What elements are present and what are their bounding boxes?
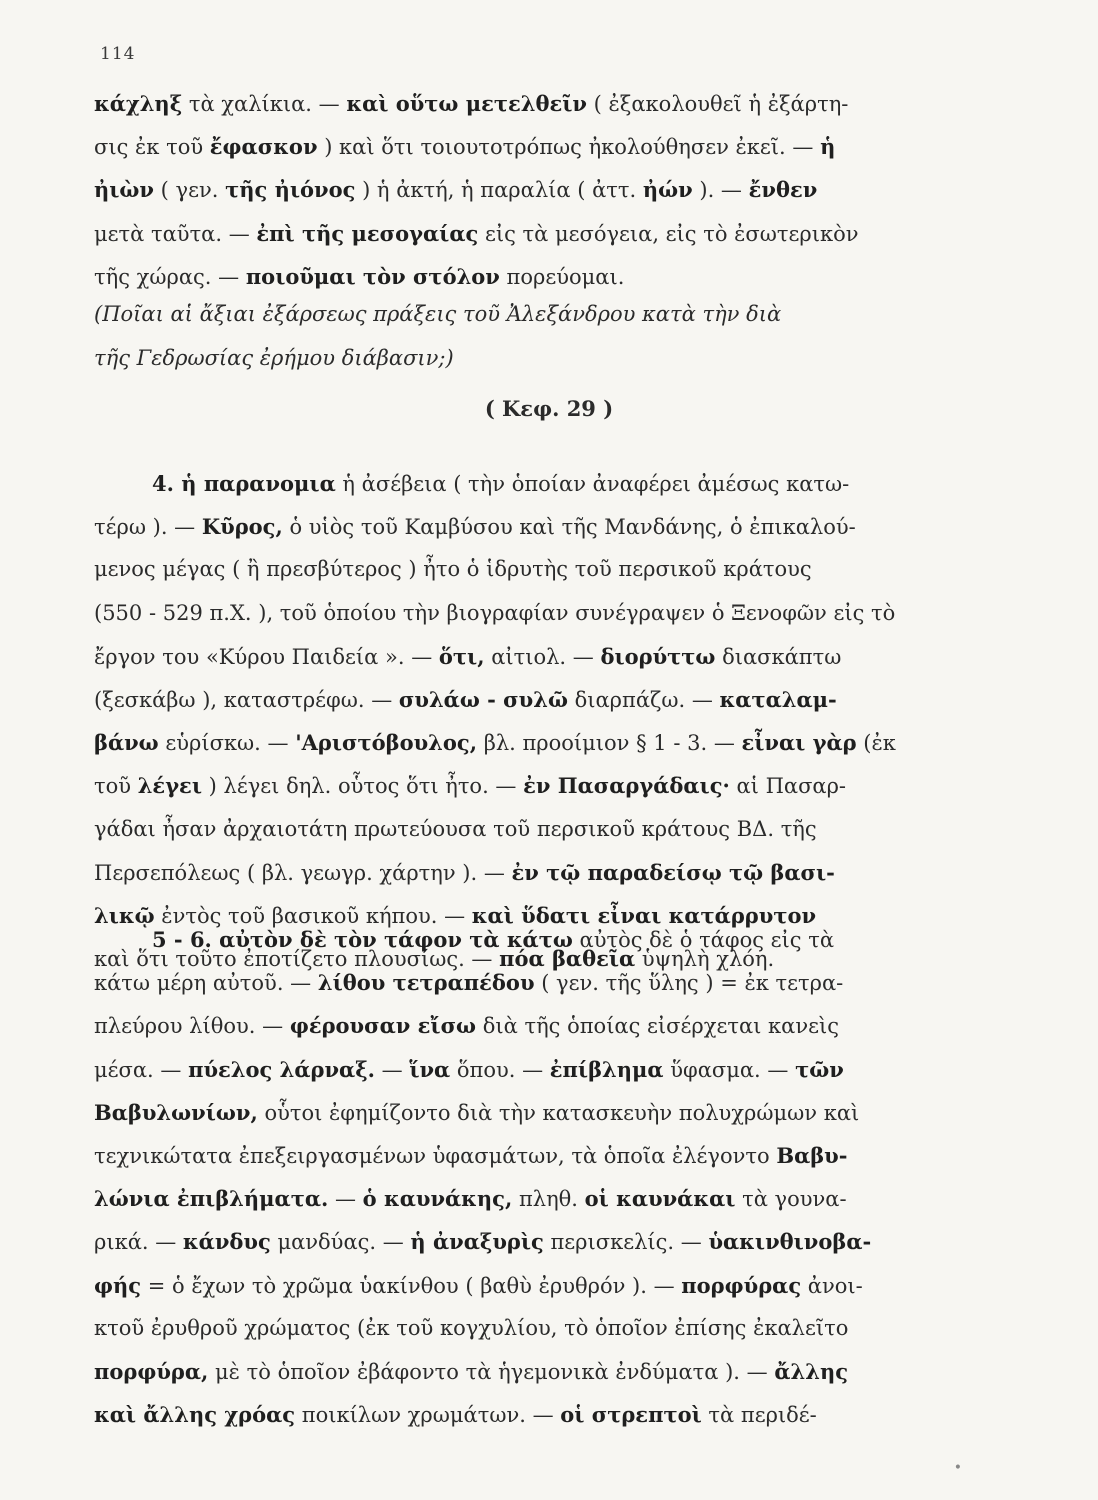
bold-term: πορφύρα, <box>94 1358 209 1384</box>
text-run: γάδαι ἦσαν ἀρχαιοτάτη πρωτεύουσα τοῦ περσικοῦ κράτους ΒΔ. τῆς <box>94 816 817 841</box>
text-run: μενος μέγας ( ἢ πρεσβύτερος ) ἦτο ὁ ἱδρυτὴς τοῦ περσικοῦ κράτους <box>94 557 812 582</box>
text-run: (550 - 529 π.Χ. ), τοῦ ὁποίου τὴν βιογραφίαν συνέγραψεν ὁ Ξενοφῶν εἰς τὸ <box>94 600 896 625</box>
text-run: διασκάπτω <box>715 644 842 669</box>
bold-term: 5 - 6. αὐτὸν δὲ τὸν τάφον τὰ κάτω <box>152 927 573 952</box>
bold-term: πόα βαθεῖα <box>499 946 636 972</box>
text-line <box>94 721 954 764</box>
text-run: — <box>374 1057 410 1082</box>
text-line <box>94 212 954 255</box>
bold-term: κάνδυς <box>182 1229 271 1255</box>
text-run: εὑρίσκω. — <box>158 731 296 756</box>
text-line <box>94 505 954 548</box>
text-run: τέρω ). — <box>94 515 202 540</box>
bold-term: ὁ καυνάκης, <box>362 1186 513 1212</box>
bold-term: ἐν τῷ παραδείσῳ τῷ βασι- <box>511 859 835 885</box>
chapter-heading: ( Κεφ. 29 ) <box>484 396 614 421</box>
text-run: ) ἡ ἀκτή, ἡ παραλία ( ἀττ. <box>355 178 643 203</box>
text-line <box>94 1393 954 1436</box>
bold-term: καὶ οὕτω μετελθεῖν <box>346 91 587 116</box>
text-line <box>94 1134 954 1177</box>
bold-term: φέρουσαν εἴσω <box>289 1013 477 1039</box>
text-run: εἰς τὰ μεσόγεια, εἰς τὸ ἐσωτερικὸν <box>478 221 859 246</box>
bold-term: λικῷ <box>94 902 155 928</box>
text-line <box>94 764 954 807</box>
bold-term: φής <box>94 1272 142 1298</box>
text-run: ἀνοι- <box>801 1273 863 1298</box>
bold-term: ὑακινθινοβα- <box>708 1229 872 1255</box>
bold-term: ἵνα <box>409 1056 451 1082</box>
text-run: ( γεν. <box>154 178 226 203</box>
text-line <box>94 1264 954 1307</box>
study-question <box>94 292 954 380</box>
text-run: τῆς χώρας. — <box>94 264 246 289</box>
text-line <box>94 961 954 1004</box>
text-run: σις ἐκ τοῦ <box>94 135 210 160</box>
text-run: Περσεπόλεως ( βλ. γεωγρ. χάρτην ). — <box>94 860 512 885</box>
bold-term: βάνω <box>94 730 159 756</box>
text-run: ὑψηλὴ χλόη. <box>635 947 775 972</box>
question-line: τῆς Γεδρωσίας ἐρήμου διάβασιν;) <box>94 346 454 370</box>
text-run: τὰ γουνα- <box>735 1187 847 1212</box>
text-run: — <box>328 1187 363 1212</box>
text-run: = ὁ ἔχων τὸ χρῶμα ὑακίνθου ( βαθὺ ἐρυθρόν ). — <box>141 1273 682 1298</box>
text-line <box>94 1220 954 1263</box>
paragraph-section-5-6 <box>94 918 954 1436</box>
bold-term: ἔνθεν <box>748 177 818 203</box>
text-run: πορεύομαι. <box>499 264 625 289</box>
text-line <box>94 592 954 635</box>
text-run: ) λέγει δηλ. οὗτος ὅτι ἦτο. — <box>202 774 524 799</box>
bold-term: ἄλλης <box>774 1358 849 1384</box>
bold-term: καὶ ἄλλης χρόας <box>94 1402 296 1428</box>
text-line <box>94 808 954 851</box>
text-run: πλεύρου λίθου. — <box>94 1014 290 1039</box>
bold-term: ἐπίβλημα <box>549 1056 664 1082</box>
text-run: ( ἐξακολουθεῖ ἡ ἐξάρτη- <box>586 92 849 116</box>
bold-term: συλάω - συλῶ <box>398 686 568 712</box>
text-run: αὐτὸς δὲ ὁ τάφος εἰς τὰ <box>572 928 835 952</box>
bold-term: λίθου τετραπέδου <box>317 970 535 996</box>
text-line <box>94 678 954 721</box>
bold-term: ἐπὶ τῆς μεσογαίας <box>256 220 479 246</box>
bold-term: 'Αριστόβουλος, <box>295 730 478 756</box>
text-line <box>94 168 954 211</box>
bold-term: πορφύρας <box>681 1272 802 1298</box>
paragraph-section-4 <box>94 462 954 980</box>
text-run: ). — <box>692 178 749 203</box>
text-run: τὰ χαλίκια. — <box>182 92 347 116</box>
bold-term: 4. ἡ παρανομια <box>152 471 336 496</box>
print-mark: • <box>953 1460 962 1476</box>
bold-term: ἔφασκον <box>209 134 318 160</box>
bold-term: ἡ <box>820 134 836 160</box>
bold-term: Βαβυ- <box>776 1142 848 1168</box>
paragraph-vocabulary-1 <box>94 82 954 298</box>
bold-term: ἡ ἀναξυρὶς <box>410 1229 544 1255</box>
text-line <box>94 548 954 591</box>
bold-term: Βαβυλωνίων, <box>94 1099 258 1125</box>
bold-term: λώνια ἐπιβλήματα. <box>94 1186 329 1212</box>
text-run: κτοῦ ἐρυθροῦ χρώματος (ἐκ τοῦ κογχυλίου, τὸ ὁποῖον ἐπίσης ἐκαλεῖτο <box>94 1315 849 1340</box>
text-run: κάτω μέρη αὐτοῦ. — <box>94 971 318 996</box>
bold-term: ἐν Πασαργάδαις· <box>523 773 730 799</box>
bold-term: ἠιὼν <box>94 177 154 203</box>
text-run: ὅπου. — <box>450 1057 550 1082</box>
question-line: (Ποῖαι αἱ ἄξιαι ἐξάρσεως πράξεις τοῦ Ἀλεξάνδρου κατὰ τὴν διὰ <box>94 302 782 326</box>
text-line <box>94 918 954 961</box>
text-run: ἡ ἀσέβεια ( τὴν ὁποίαν ἀναφέρει ἀμέσως κατω- <box>335 472 850 496</box>
bold-term: καὶ ὕδατι εἶναι κατάρρυτον <box>471 902 817 928</box>
text-line <box>94 1177 954 1220</box>
text-run: (ξεσκάβω ), καταστρέφω. — <box>94 687 399 712</box>
bold-term: πύελος λάρναξ. <box>188 1056 375 1082</box>
bold-term: οἱ καυνάκαι <box>584 1186 736 1212</box>
bold-term: λέγει <box>137 773 202 799</box>
text-run: περισκελίς. — <box>543 1230 709 1255</box>
text-run: τεχνικώτατα ἐπεξειργασμένων ὑφασμάτων, τὰ ὁποῖα ἐλέγοντο <box>94 1143 777 1168</box>
text-line <box>94 462 954 505</box>
text-run: μέσα. — <box>94 1057 189 1082</box>
text-run: ποικίλων χρωμάτων. — <box>295 1403 561 1428</box>
text-line <box>94 82 954 125</box>
text-run: μανδύας. — <box>270 1230 411 1255</box>
text-run: αἱ Πασαρ- <box>729 774 847 799</box>
page-number: 114 <box>100 44 136 64</box>
text-run: ) καὶ ὅτι τοιουτοτρόπως ἠκολούθησεν ἐκεῖ. — <box>317 135 821 160</box>
text-run: αἰτιολ. — <box>484 644 601 669</box>
text-line <box>94 125 954 168</box>
text-line <box>94 851 954 894</box>
text-line <box>94 1307 954 1350</box>
text-run: καὶ ὅτι τοῦτο ἐποτίζετο πλουσίως. — <box>94 947 500 972</box>
text-run: βλ. προοίμιον § 1 - 3. — <box>477 731 742 756</box>
text-run: πληθ. <box>512 1187 585 1212</box>
text-run: τοῦ <box>94 774 138 799</box>
text-run: μὲ τὸ ὁποῖον ἐβάφοντο τὰ ἡγεμονικὰ ἐνδύματα ). — <box>208 1359 775 1384</box>
bold-term: οἱ στρεπτοὶ <box>560 1402 702 1428</box>
text-run: οὗτοι ἐφημίζοντο διὰ τὴν κατασκευὴν πολυχρώμων καὶ <box>257 1100 860 1125</box>
text-run: ὕφασμα. — <box>663 1057 796 1082</box>
bold-term: ὅτι, <box>438 643 485 669</box>
text-line <box>94 1048 954 1091</box>
bold-term: διορύττω <box>600 643 716 669</box>
text-run: μετὰ ταῦτα. — <box>94 221 257 246</box>
text-run: ἔργον του «Κύρου Παιδεία ». — <box>94 644 439 669</box>
bold-term: τῆς ἠιόνος <box>225 177 356 203</box>
text-run: διὰ τῆς ὁποίας εἰσέρχεται κανεὶς <box>476 1014 839 1039</box>
text-run: ( γεν. τῆς ὕλης ) = ἐκ τετρα- <box>534 971 844 996</box>
text-line <box>94 635 954 678</box>
text-run: τὰ περιδέ- <box>701 1403 817 1428</box>
text-run: ρικά. — <box>94 1230 183 1255</box>
text-run: (ἐκ <box>856 731 896 756</box>
bold-term: ἠών <box>642 177 693 203</box>
text-line <box>94 1091 954 1134</box>
bold-term: Κῦρος, <box>201 514 283 540</box>
text-run: ἐντὸς τοῦ βασικοῦ κήπου. — <box>154 903 472 928</box>
bold-term: εἶναι γὰρ <box>741 730 857 756</box>
bold-term: τῶν <box>795 1056 844 1082</box>
text-run: διαρπάζω. — <box>567 687 720 712</box>
bold-term: κάχληξ <box>94 91 183 116</box>
text-run: ὁ υἱὸς τοῦ Καμβύσου καὶ τῆς Μανδάνης, ὁ ἐπικαλού- <box>282 515 856 540</box>
bold-term: ποιοῦμαι τὸν στόλον <box>245 263 500 289</box>
text-line <box>94 1004 954 1047</box>
text-line <box>94 1350 954 1393</box>
bold-term: καταλαμ- <box>719 686 837 712</box>
